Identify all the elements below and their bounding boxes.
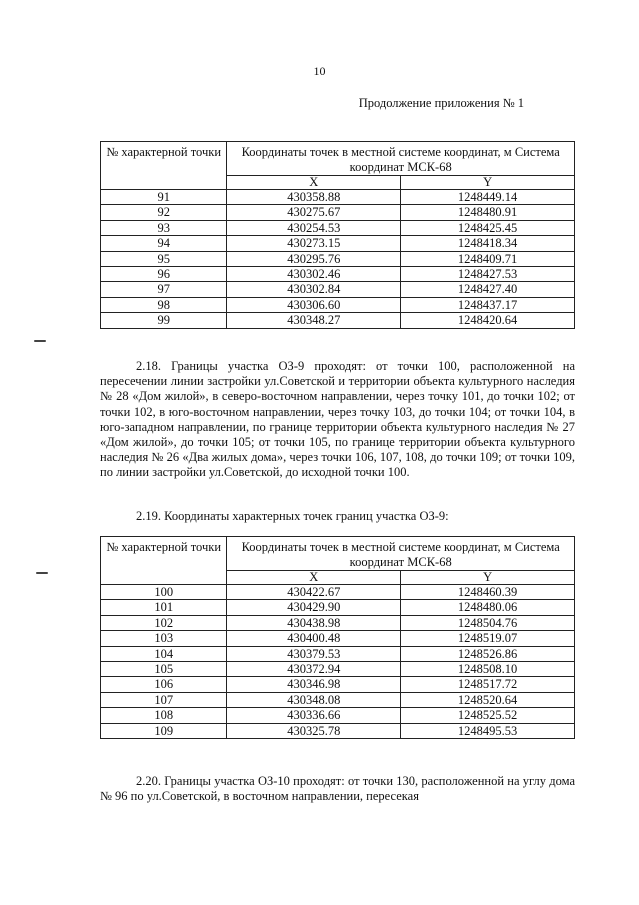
cell-point-number: 96: [101, 267, 227, 282]
table-row: [101, 205, 575, 220]
cell-point-number: 97: [101, 282, 227, 297]
cell-x: 430372.94: [227, 662, 401, 677]
table-row: [101, 631, 575, 646]
table-row: [101, 646, 575, 661]
table-row: [101, 297, 575, 312]
paragraph-2-20: 2.20. Границы участка ОЗ-10 проходят: от точки 130, расположенной на углу дома № 96 по ул.Советской, в восточном направлении, пересекая: [100, 774, 575, 804]
header-y: Y: [401, 571, 575, 585]
cell-x: 430346.98: [227, 677, 401, 692]
cell-x: 430422.67: [227, 585, 401, 600]
cell-x: 430302.84: [227, 282, 401, 297]
cell-point-number: 91: [101, 190, 227, 205]
cell-point-number: 92: [101, 205, 227, 220]
cell-point-number: 99: [101, 313, 227, 328]
cell-y: 1248427.40: [401, 282, 575, 297]
cell-x: 430348.08: [227, 692, 401, 707]
cell-x: 430358.88: [227, 190, 401, 205]
cell-y: 1248480.06: [401, 600, 575, 615]
continuation-label: Продолжение приложения № 1: [358, 96, 524, 110]
header-y: Y: [401, 176, 575, 190]
cell-y: 1248508.10: [401, 662, 575, 677]
cell-point-number: 109: [101, 723, 227, 738]
cell-y: 1248427.53: [401, 267, 575, 282]
margin-mark: [36, 572, 48, 574]
cell-x: 430295.76: [227, 251, 401, 266]
cell-y: 1248504.76: [401, 615, 575, 630]
cell-point-number: 101: [101, 600, 227, 615]
cell-point-number: 107: [101, 692, 227, 707]
table-row: [101, 220, 575, 235]
cell-point-number: 93: [101, 220, 227, 235]
table-row: [101, 282, 575, 297]
table-row: [101, 585, 575, 600]
cell-x: 430438.98: [227, 615, 401, 630]
cell-point-number: 108: [101, 708, 227, 723]
cell-point-number: 100: [101, 585, 227, 600]
table-row: [101, 313, 575, 328]
cell-y: 1248495.53: [401, 723, 575, 738]
cell-y: 1248520.64: [401, 692, 575, 707]
cell-point-number: 106: [101, 677, 227, 692]
cell-x: 430400.48: [227, 631, 401, 646]
cell-x: 430306.60: [227, 297, 401, 312]
cell-x: 430302.46: [227, 267, 401, 282]
cell-x: 430336.66: [227, 708, 401, 723]
paragraph-2-19: 2.19. Координаты характерных точек границ участка ОЗ-9:: [136, 509, 449, 523]
header-coordinates: Координаты точек в местной системе координат, м Система координат МСК-68: [227, 142, 575, 176]
table-row: [101, 677, 575, 692]
table-row: [101, 723, 575, 738]
cell-x: 430273.15: [227, 236, 401, 251]
cell-y: 1248420.64: [401, 313, 575, 328]
header-coordinates: Координаты точек в местной системе координат, м Система координат МСК-68: [227, 537, 575, 571]
cell-x: 430325.78: [227, 723, 401, 738]
cell-y: 1248526.86: [401, 646, 575, 661]
cell-point-number: 104: [101, 646, 227, 661]
cell-y: 1248449.14: [401, 190, 575, 205]
cell-point-number: 102: [101, 615, 227, 630]
table-row: [101, 251, 575, 266]
cell-point-number: 98: [101, 297, 227, 312]
coordinates-table-2: [100, 536, 575, 739]
header-x: X: [227, 176, 401, 190]
cell-y: 1248437.17: [401, 297, 575, 312]
page-number: 10: [313, 64, 326, 78]
cell-point-number: 105: [101, 662, 227, 677]
table-row: [101, 236, 575, 251]
cell-y: 1248525.52: [401, 708, 575, 723]
cell-point-number: 94: [101, 236, 227, 251]
header-point-number: № характерной точки: [101, 537, 227, 585]
cell-point-number: 95: [101, 251, 227, 266]
cell-x: 430429.90: [227, 600, 401, 615]
cell-x: 430254.53: [227, 220, 401, 235]
coordinates-table-1: [100, 141, 575, 329]
table-row: [101, 708, 575, 723]
header-x: X: [227, 571, 401, 585]
paragraph-2-18: 2.18. Границы участка ОЗ-9 проходят: от точки 100, расположенной на пересечении линии застройки ул.Советской и территории объекта культурного наследия № 28 «Дом жилой», в северо-восточном направлении, через точку 101, до точки 102; от точки 102, в юго-восточном направлении, через точку 103, до точки 104; от точки 104, в юго-западном направлении, по границе территории объекта культурного наследия № 27 «Дом жилой», до точки 105; от точки 105, по границе территории объекта культурного наследия № 26 «Два жилых дома», через точки 106, 107, 108, до точки 109; от точки 109, по линии застройки ул.Советской, до исходной точки 100.: [100, 359, 575, 480]
table-row: [101, 190, 575, 205]
cell-y: 1248418.34: [401, 236, 575, 251]
margin-mark: [34, 340, 46, 342]
cell-point-number: 103: [101, 631, 227, 646]
cell-y: 1248460.39: [401, 585, 575, 600]
table-row: [101, 600, 575, 615]
cell-y: 1248517.72: [401, 677, 575, 692]
cell-y: 1248409.71: [401, 251, 575, 266]
cell-y: 1248425.45: [401, 220, 575, 235]
table-row: [101, 662, 575, 677]
cell-y: 1248519.07: [401, 631, 575, 646]
cell-y: 1248480.91: [401, 205, 575, 220]
table-row: [101, 267, 575, 282]
table-row: [101, 692, 575, 707]
table-row: [101, 615, 575, 630]
header-point-number: № характерной точки: [101, 142, 227, 190]
cell-x: 430348.27: [227, 313, 401, 328]
cell-x: 430379.53: [227, 646, 401, 661]
cell-x: 430275.67: [227, 205, 401, 220]
